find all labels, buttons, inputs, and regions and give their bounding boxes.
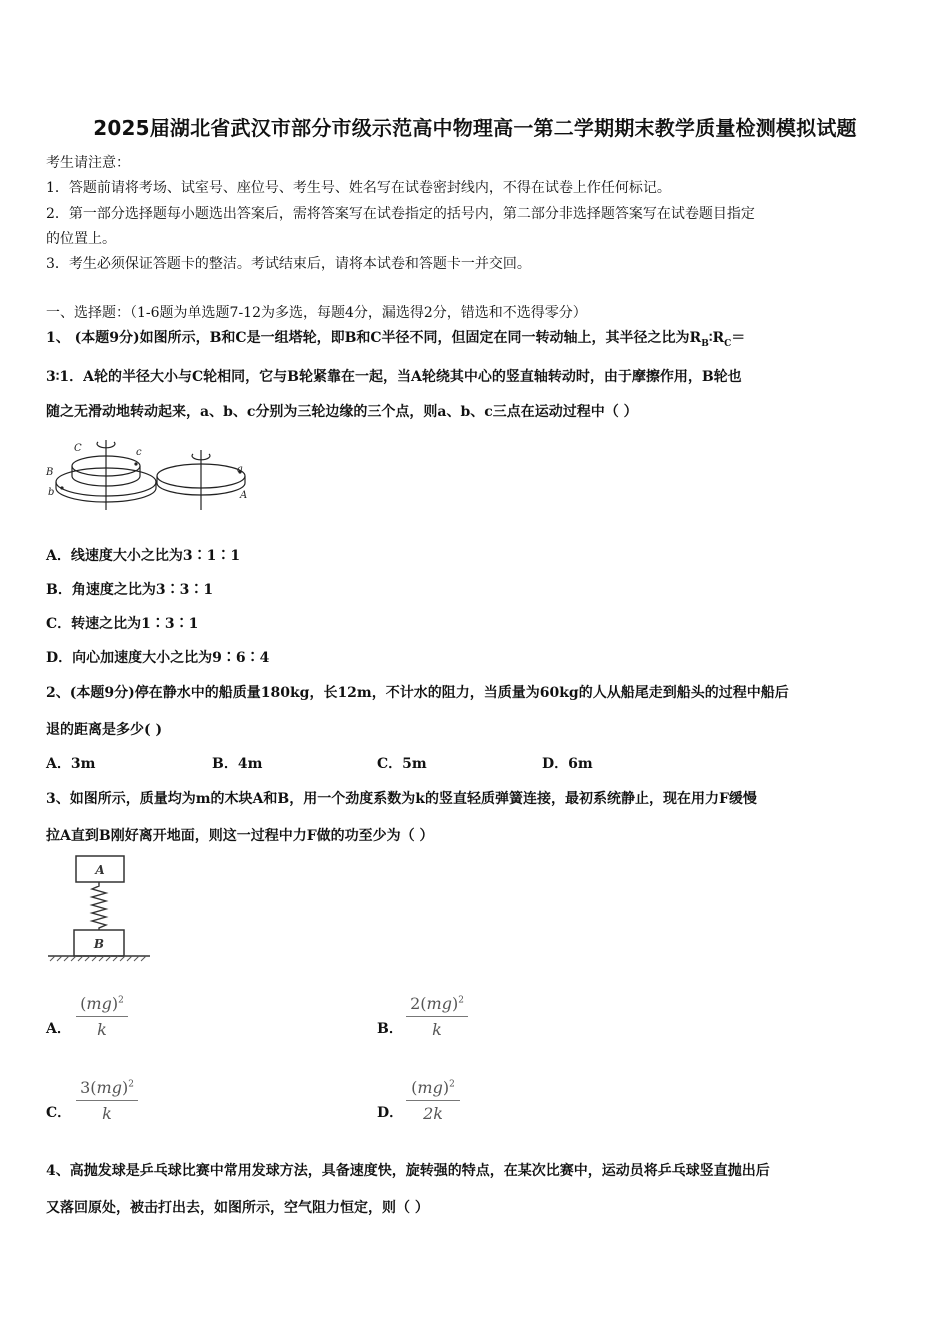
q1-colon: ∶R	[708, 330, 725, 346]
q3-b-den: k	[432, 1020, 442, 1039]
q3-b-sq: 2	[458, 995, 464, 1006]
label-a-lower: a	[237, 464, 243, 475]
notice-item-1: 1．答题前请将考场、试室号、座位号、考生号、姓名写在试卷密封线内，不得在试卷上作任何标记。	[46, 180, 671, 196]
notice-item-2b: 的位置上。	[46, 231, 116, 247]
section-heading: 一、选择题：（1-6题为单选题7-12为多选，每题4分，漏选得2分，错选和不选得零分）	[46, 305, 587, 321]
q3-d-sq: 2	[449, 1079, 455, 1090]
q1-option-a: A．线速度大小之比为3∶1∶1	[46, 548, 241, 564]
q3-option-b-fraction: $\frac{2(mg)^2}{k}$	[406, 994, 468, 1039]
q1-option-d: D．向心加速度大小之比为9∶6∶4	[46, 650, 270, 666]
q3-c-coef: 3	[80, 1078, 91, 1097]
q1-sub-c: C	[724, 338, 732, 349]
notice-heading: 考生请注意：	[46, 155, 130, 171]
label-b-upper: B	[46, 467, 54, 478]
label-a-upper: A	[240, 490, 248, 501]
q3-a-sq: 2	[118, 995, 124, 1006]
q1-option-c: C．转速之比为1∶3∶1	[46, 616, 199, 632]
q2-option-d: D．6m	[542, 756, 593, 772]
label-b-lower: b	[48, 487, 55, 498]
q1-option-b: B．角速度之比为3∶3∶1	[46, 582, 214, 598]
point-c	[134, 462, 137, 465]
q3-option-a-fraction: $\frac{(mg)^2}{k}$	[76, 994, 128, 1039]
q3-c-num: mg	[96, 1078, 122, 1097]
q3-line-1: 3、如图所示，质量均为m的木块A和B，用一个劲度系数为k的竖直轻质弹簧连接，最初系统静止，现在用力F缓慢	[46, 791, 757, 807]
q3-a-num: mg	[86, 994, 112, 1013]
q3-option-b-letter: B．	[377, 1021, 403, 1037]
spring	[92, 882, 106, 930]
q1-sub-b: B	[701, 338, 709, 349]
point-b	[60, 486, 63, 489]
q3-b-num: mg	[426, 994, 452, 1013]
q3-d-num: mg	[417, 1078, 443, 1097]
spring-figure	[46, 852, 152, 962]
q1-eq: ＝	[731, 330, 746, 346]
q3-a-den: k	[97, 1020, 107, 1039]
q2-option-c: C．5m	[377, 756, 427, 772]
notice-item-3: 3．考生必须保证答题卡的整洁。考试结束后，请将本试卷和答题卡一并交回。	[46, 256, 531, 272]
q3-c-sq: 2	[128, 1079, 134, 1090]
q4-line-1: 4、高抛发球是乒乓球比赛中常用发球方法，具备速度快，旋转强的特点，在某次比赛中，运动员将乒乓球竖直抛出后	[46, 1163, 770, 1179]
q2-line-1: 2、(本题9分)停在静水中的船质量180kg，长12m，不计水的阻力，当质量为60kg的人从船尾走到船头的过程中船后	[46, 685, 789, 701]
q1-line-1	[46, 327, 745, 349]
q3-option-d-letter: D．	[377, 1105, 404, 1121]
q3-line-2: 拉A直到B刚好离开地面，则这一过程中力F做的功至少为（ ）	[46, 828, 434, 844]
q2-line-2: 退的距离是多少( )	[46, 722, 163, 738]
q1-line-3: 随之无滑动地转动起来，a、b、c分别为三轮边缘的三个点，则a、b、c三点在运动过程中（ ）	[46, 404, 638, 420]
label-block-b: B	[93, 937, 105, 951]
q3-option-a-letter: A．	[46, 1021, 71, 1037]
pulley-figure	[44, 430, 254, 512]
label-c-lower: c	[136, 447, 142, 458]
q3-option-c-letter: C．	[46, 1105, 72, 1121]
q3-option-c-fraction: $\frac{3(mg)^2}{k}$	[76, 1078, 138, 1123]
q3-d-den: 2k	[423, 1104, 443, 1123]
exam-title: 2025届湖北省武汉市部分市级示范高中物理高一第二学期期末教学质量检测模拟试题	[93, 116, 857, 140]
notice-item-2a: 2．第一部分选择题每小题选出答案后，需将答案写在试卷指定的括号内，第二部分非选择题答案写在试卷题目指定	[46, 206, 755, 222]
q3-b-coef: 2	[410, 994, 421, 1013]
q1-text-1: 1、 (本题9分)如图所示，B和C是一组塔轮，即B和C半径不同，但固定在同一转动轴上，其半径之比为R	[46, 330, 702, 346]
q3-c-den: k	[102, 1104, 112, 1123]
q2-option-b: B．4m	[212, 756, 263, 772]
label-c-upper: C	[74, 443, 82, 454]
q3-option-d-fraction: $\frac{(mg)^2}{2k}$	[406, 1078, 460, 1123]
q2-option-a: A．3m	[46, 756, 96, 772]
label-block-a: A	[95, 863, 105, 877]
q1-line-2: 3∶1．A轮的半径大小与C轮相同，它与B轮紧靠在一起，当A轮绕其中心的竖直轴转动时，由于摩擦作用，B轮也	[46, 369, 742, 385]
q4-line-2: 又落回原处，被击打出去，如图所示，空气阻力恒定，则（ ）	[46, 1200, 429, 1216]
